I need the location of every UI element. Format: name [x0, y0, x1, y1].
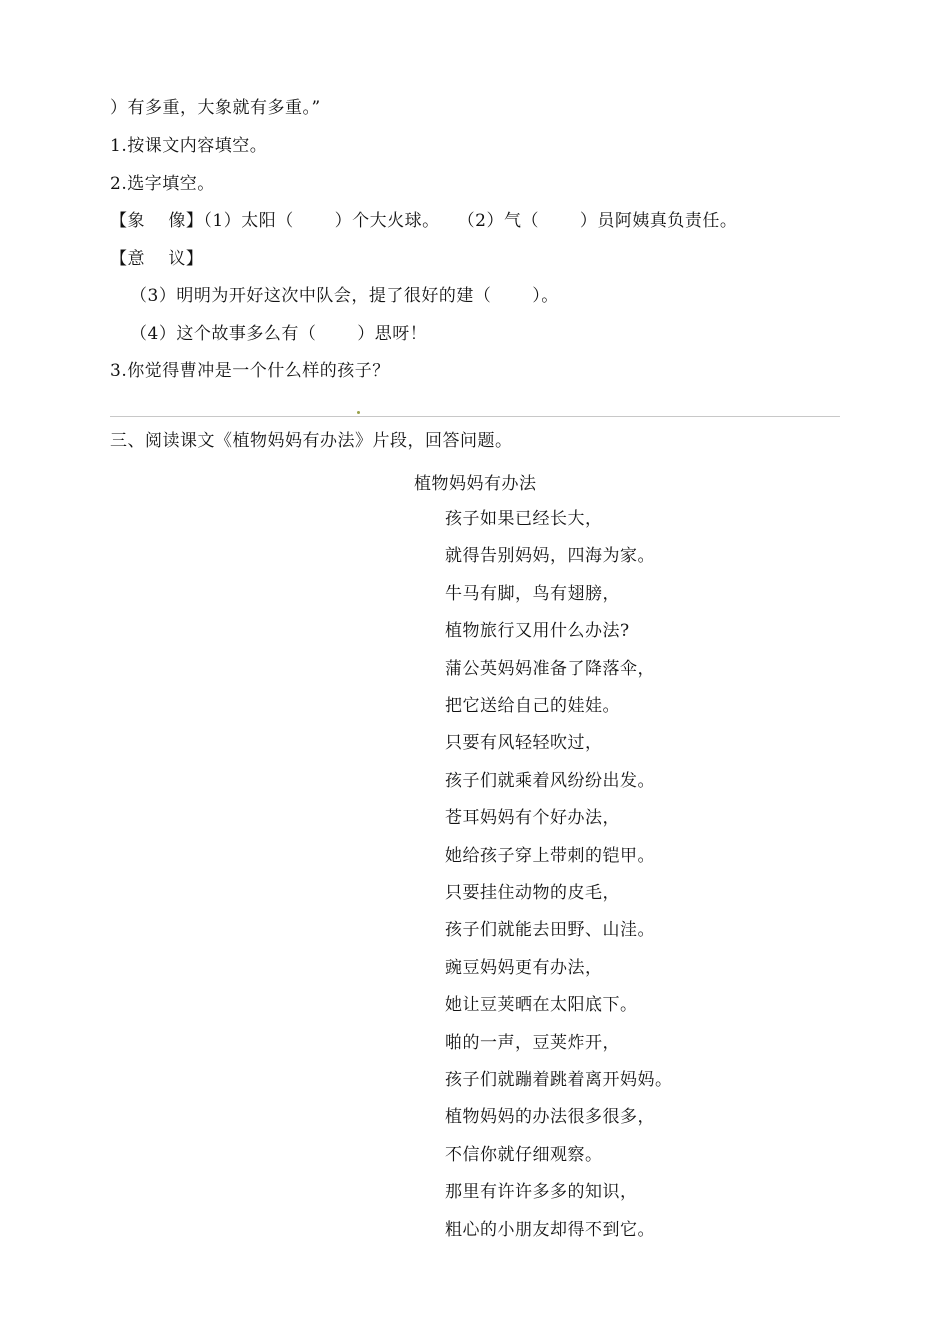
poem-line: 把它送给自己的娃娃。 [445, 696, 620, 716]
poem-line: 豌豆妈妈更有办法， [445, 958, 603, 978]
poem-line: 她让豆荚晒在太阳底下。 [445, 995, 638, 1015]
question-2: 2.选字填空。 [110, 174, 215, 194]
fill-item-4: （4）这个故事多么有（ ）思呀！ [130, 324, 428, 344]
question-1: 1.按课文内容填空。 [110, 136, 268, 156]
poem-line: 植物旅行又用什么办法? [445, 621, 630, 641]
poem-line: 孩子们就乘着风纷纷出发。 [445, 771, 655, 791]
poem-line: 啪的一声，豆荚炸开， [445, 1033, 620, 1053]
poem-line: 苍耳妈妈有个好办法， [445, 808, 620, 828]
poem-line: 孩子们就蹦着跳着离开妈妈。 [445, 1070, 673, 1090]
poem-line: 孩子如果已经长大， [445, 509, 603, 529]
poem-line: 植物妈妈的办法很多很多， [445, 1107, 655, 1127]
answer-line [110, 416, 840, 417]
poem-line: 只要有风轻轻吹过， [445, 733, 603, 753]
section-3-heading: 三、阅读课文《植物妈妈有办法》片段，回答问题。 [110, 431, 513, 451]
poem-line: 孩子们就能去田野、山洼。 [445, 920, 655, 940]
answer-line-mark [357, 411, 360, 414]
poem-line: 不信你就仔细观察。 [445, 1145, 603, 1165]
word-choice-group-2: 【意 议】 [110, 249, 204, 269]
poem-line: 她给孩子穿上带刺的铠甲。 [445, 846, 655, 866]
poem-line: 蒲公英妈妈准备了降落伞， [445, 659, 655, 679]
word-choice-group-1: 【象 像】（1）太阳（ ）个大火球。 （2）气（ ）员阿姨真负责任。 [110, 211, 738, 231]
poem-line: 粗心的小朋友却得不到它。 [445, 1220, 655, 1240]
fill-item-3: （3）明明为开好这次中队会，提了很好的建（ ）。 [130, 286, 559, 306]
poem-line: 就得告别妈妈，四海为家。 [445, 546, 655, 566]
previous-passage-continuation: ）有多重，大象就有多重。” [110, 98, 321, 118]
poem-line: 牛马有脚，鸟有翅膀， [445, 584, 620, 604]
poem-title: 植物妈妈有办法 [414, 474, 537, 494]
poem-line: 只要挂住动物的皮毛， [445, 883, 620, 903]
poem-line: 那里有许许多多的知识， [445, 1182, 638, 1202]
question-3: 3.你觉得曹冲是一个什么样的孩子？ [110, 361, 390, 381]
